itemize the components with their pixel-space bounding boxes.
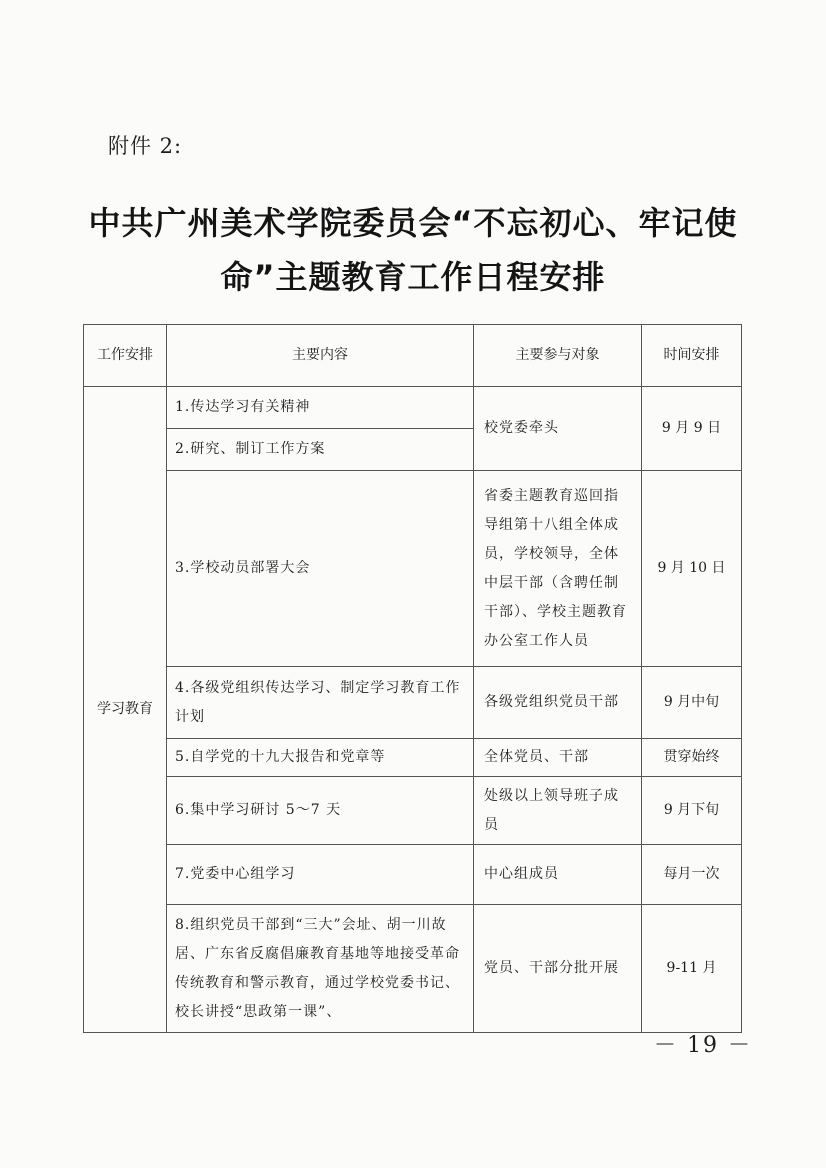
time-cell: 9 月下旬: [642, 777, 742, 845]
content-cell: 4.各级党组织传达学习、制定学习教育工作计划: [167, 667, 474, 739]
time-cell: 9 月 9 日: [642, 387, 742, 471]
content-cell: 7.党委中心组学习: [167, 845, 474, 905]
table-row: [84, 739, 742, 777]
participants-cell: 党员、干部分批开展: [474, 905, 642, 1033]
header-main-content: 主要内容: [167, 325, 474, 387]
participants-cell: 处级以上领导班子成员: [474, 777, 642, 845]
table-row: [84, 845, 742, 905]
participants-cell: 全体党员、干部: [474, 739, 642, 777]
content-cell: 8.组织党员干部到“三大”会址、胡一川故居、广东省反腐倡廉教育基地等地接受革命传统教育和警示教育，通过学校党委书记、校长讲授“思政第一课”、: [167, 905, 474, 1033]
table-row: [84, 471, 742, 667]
participants-cell: 校党委牵头: [474, 387, 642, 471]
time-cell: 9-11 月: [642, 905, 742, 1033]
header-participants: 主要参与对象: [474, 325, 642, 387]
page-number: － 19 －: [654, 1033, 752, 1058]
table-row: [84, 387, 742, 429]
participants-cell: 各级党组织党员干部: [474, 667, 642, 739]
table-header-row: [84, 325, 742, 387]
content-cell: 3.学校动员部署大会: [167, 471, 474, 667]
content-cell: 1.传达学习有关精神: [167, 387, 474, 429]
time-cell: 9 月 10 日: [642, 471, 742, 667]
schedule-table: [83, 324, 742, 1033]
table-row: [84, 905, 742, 1033]
time-cell: 每月一次: [642, 845, 742, 905]
content-cell: 2.研究、制订工作方案: [167, 429, 474, 471]
header-time: 时间安排: [642, 325, 742, 387]
header-work-arrangement: 工作安排: [84, 325, 167, 387]
document-title-line-1: 中共广州美术学院委员会“不忘初心、牢记使: [88, 204, 738, 242]
participants-cell: 省委主题教育巡回指导组第十八组全体成员，学校领导，全体中层干部（含聘任制干部）、学校主题教育办公室工作人员: [474, 471, 642, 667]
category-cell: 学习教育: [84, 387, 167, 1033]
content-cell: 5.自学党的十九大报告和党章等: [167, 739, 474, 777]
table-row: [84, 667, 742, 739]
content-cell: 6.集中学习研讨 5～7 天: [167, 777, 474, 845]
attachment-label: 附件 2:: [108, 134, 183, 158]
table-row: [84, 777, 742, 845]
time-cell: 贯穿始终: [642, 739, 742, 777]
document-title-line-2: 命”主题教育工作日程安排: [220, 258, 606, 296]
time-cell: 9 月中旬: [642, 667, 742, 739]
participants-cell: 中心组成员: [474, 845, 642, 905]
